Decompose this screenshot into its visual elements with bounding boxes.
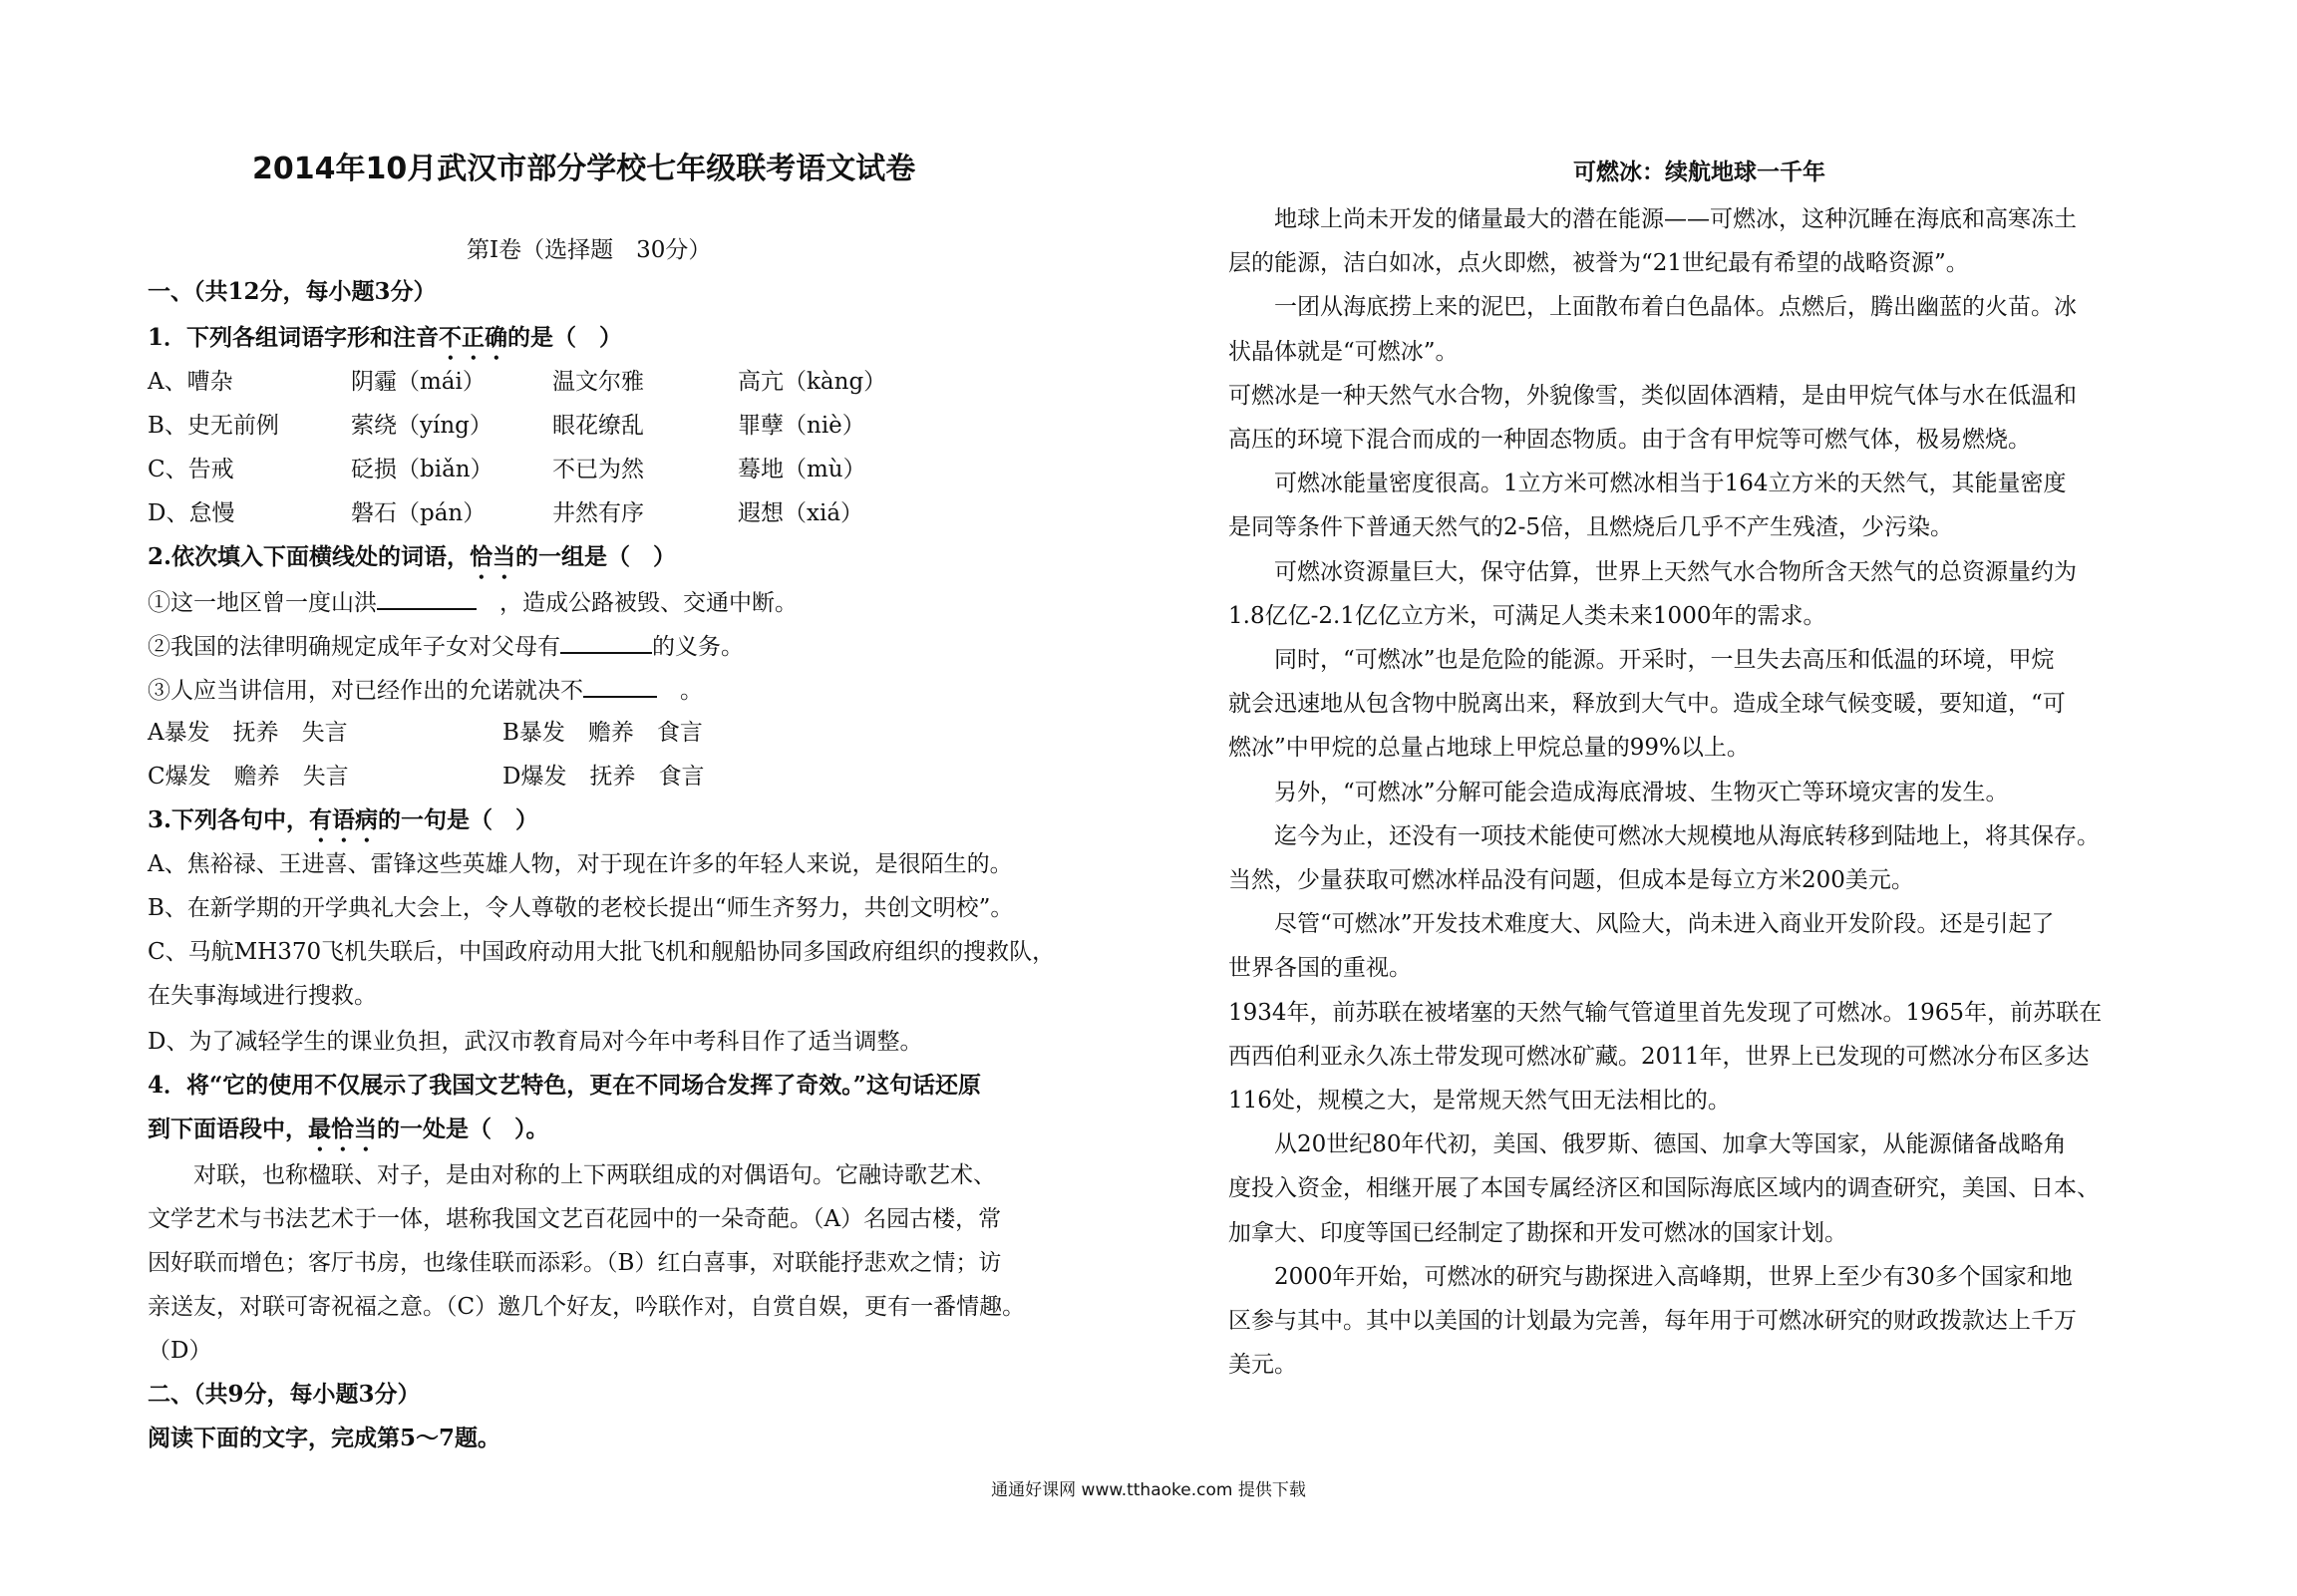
reading-line: 度投入资金，相继开展了本国专属经济区和国际海底区域内的调查研究，美国、日本、 xyxy=(1228,1175,2100,1201)
q4-stem-line2-b: 的一处是（ ）。 xyxy=(377,1116,549,1142)
reading-line: 地球上尚未开发的储量最大的潜在能源——可燃冰，这种沉睡在海底和高寒冻土 xyxy=(1228,206,2077,232)
q2-sentence-2-a: ②我国的法律明确规定成年子女对父母有 xyxy=(148,634,560,660)
reading-line: 从20世纪80年代初，美国、俄罗斯、德国、加拿大等国家，从能源储备战略角 xyxy=(1228,1131,2067,1157)
q3-option-d: D、为了减轻学生的课业负担，武汉市教育局对今年中考科目作了适当调整。 xyxy=(148,1029,923,1055)
q3-option-c-cont: 在失事海域进行搜救。 xyxy=(148,983,377,1009)
q4-stem-emphasis: 最恰当 xyxy=(308,1116,377,1142)
reading-line: 层的能源，洁白如冰，点火即燃，被誉为“21世纪最有希望的战略资源”。 xyxy=(1228,250,1969,276)
reading-line: 美元。 xyxy=(1228,1352,1297,1378)
q1-stem-b: 的是（ ） xyxy=(507,324,623,351)
reading-line: 当然，少量获取可燃冰样品没有问题，但成本是每立方米200美元。 xyxy=(1228,867,1914,893)
reading-line: 状晶体就是“可燃冰”。 xyxy=(1228,339,1459,365)
q4-stem-line1: 4．将“它的使用不仅展示了我国文艺特色，更在不同场合发挥了奇效。”这句话还原 xyxy=(148,1072,981,1099)
q1-option-d-word4: 遐想（xiá） xyxy=(738,500,864,526)
q1-option-d-word3: 井然有序 xyxy=(552,500,644,526)
q3-option-a: A、焦裕禄、王进喜、雷锋这些英雄人物，对于现在许多的年轻人来说，是很陌生的。 xyxy=(148,851,1013,877)
reading-line: 燃冰”中甲烷的总量占地球上甲烷总量的99%以上。 xyxy=(1228,735,1750,761)
q2-option-c: C爆发 赡养 失言 xyxy=(148,764,349,790)
q2-stem-a: 2.依次填入下面横线处的词语， xyxy=(148,543,471,570)
reading-line: 区参与其中。其中以美国的计划最为完善，每年用于可燃冰研究的财政拨款达上千万 xyxy=(1228,1308,2077,1334)
q2-sentence-2 xyxy=(148,630,744,662)
exam-title: 2014年10月武汉市部分学校七年级联考语文试卷 xyxy=(252,152,916,186)
q2-sentence-3-a: ③人应当讲信用，对已经作出的允诺就决不 xyxy=(148,678,583,704)
q2-blank-2 xyxy=(560,630,652,654)
reading-line: 加拿大、印度等国已经制定了勘探和开发可燃冰的国家计划。 xyxy=(1228,1220,1847,1246)
q2-blank-1 xyxy=(377,586,477,610)
q1-option-d-word2: 磐石（pán） xyxy=(351,500,487,526)
q2-stem-b: 的一组是（ ） xyxy=(515,543,677,570)
q1-option-c-word2: 砭损（biǎn） xyxy=(351,457,493,482)
section-header: 第Ⅰ卷（选择题 30分） xyxy=(467,237,712,263)
reading-line: 尽管“可燃冰”开发技术难度大、风险大，尚未进入商业开发阶段。还是引起了 xyxy=(1228,911,2055,937)
q4-passage-line-3: 因好联而增色；客厅书房，也缘佳联而添彩。（B）红白喜事，对联能抒悲欢之情；访 xyxy=(148,1250,1002,1276)
reading-line: 迄今为止，还没有一项技术能使可燃冰大规模地从海底转移到陆地上，将其保存。 xyxy=(1228,823,2100,849)
q2-sentence-2-b: 的义务。 xyxy=(652,634,744,660)
reading-line: 就会迅速地从包含物中脱离出来，释放到大气中。造成全球气候变暖，要知道，“可 xyxy=(1228,691,2066,717)
q3-stem xyxy=(148,805,538,847)
reading-line: 世界各国的重视。 xyxy=(1228,955,1412,981)
reading-line: 2000年开始，可燃冰的研究与勘探进入高峰期，世界上至少有30多个国家和地 xyxy=(1228,1264,2073,1290)
q3-stem-b: 的一句是（ ） xyxy=(378,806,539,833)
q1-stem xyxy=(148,323,622,365)
reading-title: 可燃冰：续航地球一千年 xyxy=(1573,160,1825,185)
q2-sentence-1-a: ①这一地区曾一度山洪 xyxy=(148,590,377,616)
q2-option-b: B暴发 赡养 食言 xyxy=(502,720,703,746)
q2-sentence-1 xyxy=(148,586,798,618)
q3-stem-a: 3.下列各句中， xyxy=(148,806,310,833)
q1-stem-emphasis: 不正确 xyxy=(439,324,508,351)
q4-passage-line-1: 对联，也称楹联、对子，是由对称的上下两联组成的对偶语句。它融诗歌艺术、 xyxy=(148,1162,996,1188)
q1-option-c-word3: 不已为然 xyxy=(552,457,644,482)
reading-line: 一团从海底捞上来的泥巴，上面散布着白色晶体。点燃后，腾出幽蓝的火苗。冰 xyxy=(1228,294,2077,320)
part1-header: 一、（共12分，每小题3分） xyxy=(148,278,437,305)
q2-option-d: D爆发 抚养 食言 xyxy=(502,764,705,790)
q2-sentence-1-b: ，造成公路被毁、交通中断。 xyxy=(499,590,798,616)
reading-line: 1934年，前苏联在被堵塞的天然气输气管道里首先发现了可燃冰。1965年，前苏联在 xyxy=(1228,1000,2103,1026)
q2-sentence-3 xyxy=(148,674,703,706)
q2-stem xyxy=(148,542,676,584)
reading-line: 同时，“可燃冰”也是危险的能源。开采时，一旦失去高压和低温的环境，甲烷 xyxy=(1228,647,2055,673)
q1-option-b-word2: 萦绕（yíng） xyxy=(351,413,492,439)
q1-option-c-word4: 蓦地（mù） xyxy=(738,457,866,482)
q3-stem-emphasis: 有语病 xyxy=(309,806,379,833)
q1-option-b-word1: B、史无前例 xyxy=(148,413,279,439)
q1-option-a-word1: A、嘈杂 xyxy=(148,369,233,395)
part2-header: 二、（共9分，每小题3分） xyxy=(148,1381,421,1408)
reading-line: 另外，“可燃冰”分解可能会造成海底滑坡、生物灭亡等环境灾害的发生。 xyxy=(1228,780,2009,805)
reading-line: 高压的环境下混合而成的一种固态物质。由于含有甲烷等可燃气体，极易燃烧。 xyxy=(1228,427,2031,453)
part2-instructions: 阅读下面的文字，完成第5～7题。 xyxy=(148,1425,501,1451)
q3-option-b: B、在新学期的开学典礼大会上，令人尊敬的老校长提出“师生齐努力，共创文明校”。 xyxy=(148,895,1014,921)
q1-stem-a: 1．下列各组词语字形和注音 xyxy=(148,324,440,351)
q4-passage-line-4: 亲送友，对联可寄祝福之意。（C）邀几个好友，吟联作对，自赏自娱，更有一番情趣。 xyxy=(148,1294,1026,1320)
q1-option-c-word1: C、告戒 xyxy=(148,457,234,482)
footer-credit: 通通好课网 www.tthaoke.com 提供下载 xyxy=(991,1480,1306,1500)
q4-stem-line2-a: 到下面语段中， xyxy=(148,1116,308,1142)
q1-option-b-word3: 眼花缭乱 xyxy=(552,413,644,439)
q3-option-c: C、马航MH370飞机失联后，中国政府动用大批飞机和舰船协同多国政府组织的搜救队， xyxy=(148,939,1056,965)
reading-line: 可燃冰能量密度很高。1立方米可燃冰相当于164立方米的天然气，其能量密度 xyxy=(1228,471,2067,496)
q2-stem-emphasis: 恰当 xyxy=(470,543,516,570)
q4-stem-line2 xyxy=(148,1115,549,1156)
q1-option-b-word4: 罪孽（niè） xyxy=(738,413,865,439)
reading-line: 是同等条件下普通天然气的2-5倍，且燃烧后几乎不产生残渣，少污染。 xyxy=(1228,514,1954,540)
reading-line: 可燃冰是一种天然气水合物，外貌像雪，类似固体酒精，是由甲烷气体与水在低温和 xyxy=(1228,383,2077,409)
reading-line: 可燃冰资源量巨大，保守估算，世界上天然气水合物所含天然气的总资源量约为 xyxy=(1228,559,2077,585)
q1-option-a-word3: 温文尔雅 xyxy=(552,369,644,395)
q2-option-a: A暴发 抚养 失言 xyxy=(148,720,348,746)
q1-option-d-word1: D、怠慢 xyxy=(148,500,235,526)
q4-passage-line-5: （D） xyxy=(148,1338,212,1364)
q1-option-a-word4: 高亢（kàng） xyxy=(738,369,887,395)
reading-line: 116处，规模之大，是常规天然气田无法相比的。 xyxy=(1228,1088,1731,1114)
q4-passage-line-2: 文学艺术与书法艺术于一体，堪称我国文艺百花园中的一朵奇葩。（A）名园古楼，常 xyxy=(148,1206,1002,1232)
reading-line: 1.8亿亿-2.1亿亿立方米，可满足人类未来1000年的需求。 xyxy=(1228,603,1826,629)
q1-option-a-word2: 阴霾（mái） xyxy=(351,369,486,395)
q2-blank-3 xyxy=(583,674,657,698)
reading-line: 西西伯利亚永久冻土带发现可燃冰矿藏。2011年，世界上已发现的可燃冰分布区多达 xyxy=(1228,1044,2090,1070)
q2-sentence-3-b: 。 xyxy=(680,678,703,704)
